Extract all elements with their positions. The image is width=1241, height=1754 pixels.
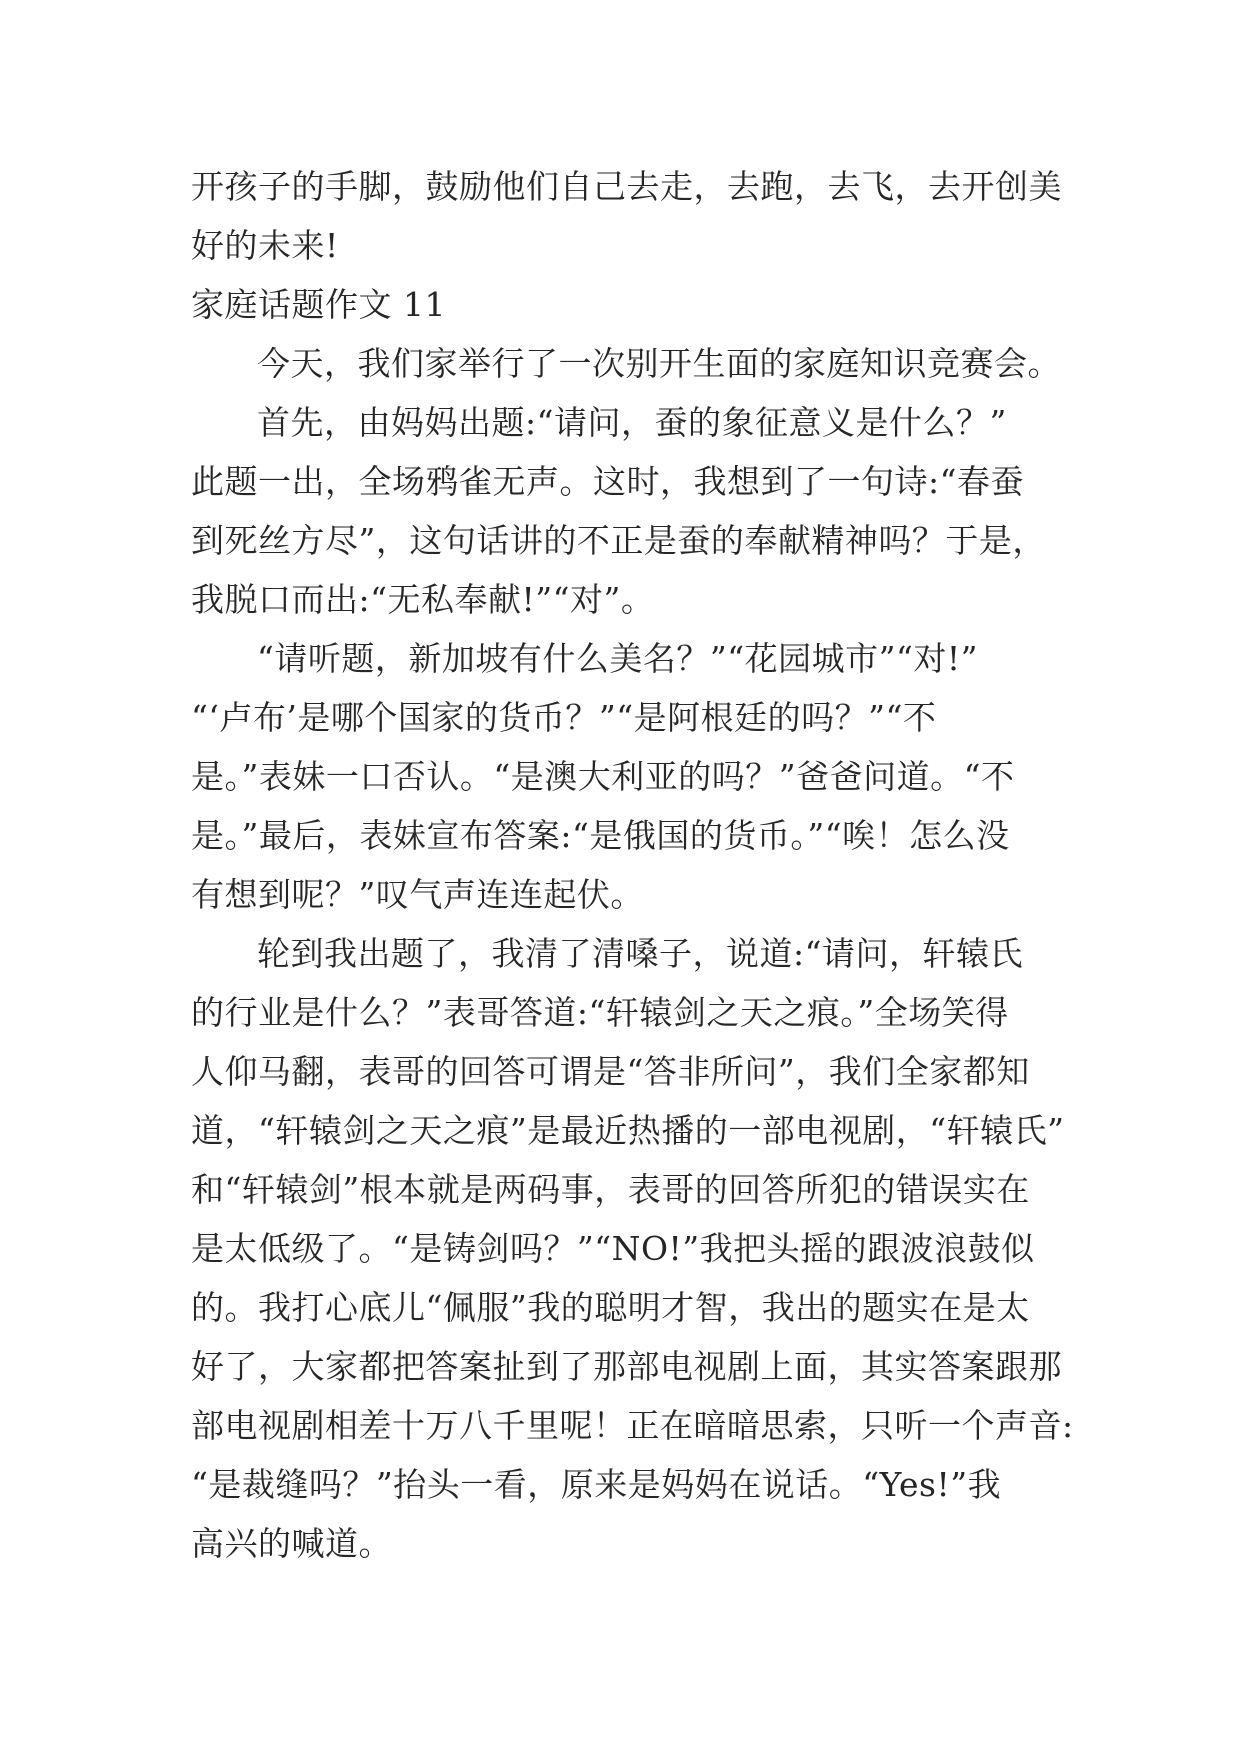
text-line: 有想到呢？”叹气声连连起伏。	[191, 875, 644, 914]
text-line: 今天，我们家举行了一次别开生面的家庭知识竞赛会。	[257, 344, 1061, 383]
text-line: “是裁缝吗？”抬头一看，原来是妈妈在说话。“Yes!”我	[191, 1465, 1002, 1504]
text-line: 轮到我出题了，我清了清嗓子，说道:“请问，轩辕氏	[257, 934, 1023, 973]
text-line: 开孩子的手脚，鼓励他们自己去走，去跑，去飞，去开创美	[191, 167, 1062, 206]
text-line: 我脱口而出:“无私奉献!”“对”。	[191, 580, 655, 619]
text-line: 道，“轩辕剑之天之痕”是最近热播的一部电视剧，“轩辕氏”	[191, 1111, 1065, 1150]
text-line: 的行业是什么？”表哥答道:“轩辕剑之天之痕。”全场笑得	[191, 993, 1009, 1032]
paragraph-1	[191, 334, 1191, 393]
text-line: 是。”最后，表妹宣布答案:“是俄国的货币。”“唉！怎么没	[191, 816, 1010, 855]
text-line: “‘卢布’是哪个国家的货币？”“是阿根廷的吗？”“不	[191, 698, 937, 737]
carryover-paragraph	[191, 157, 1191, 275]
text-line: 到死丝方尽”，这句话讲的不正是蚕的奉献精神吗？于是，	[191, 521, 1046, 560]
text-line: 高兴的喊道。	[191, 1524, 392, 1563]
text-line: 部电视剧相差十万八千里呢！正在暗暗思索，只听一个声音:	[191, 1406, 1074, 1445]
paragraph-2	[191, 393, 1191, 629]
text-line: 是太低级了。“是铸剑吗？”“NO!”我把头摇的跟波浪鼓似	[191, 1229, 1035, 1268]
text-line: “请听题，新加坡有什么美名？”“花园城市”“对!”	[257, 639, 978, 678]
section-heading: 家庭话题作文 11	[191, 285, 446, 324]
paragraph-4	[191, 924, 1191, 1573]
text-line: 和“轩辕剑”根本就是两码事，表哥的回答所犯的错误实在	[191, 1170, 1030, 1209]
document-body	[191, 157, 1191, 1573]
paragraph-3	[191, 629, 1191, 924]
text-line: 是。”表妹一口否认。“是澳大利亚的吗？”爸爸问道。“不	[191, 757, 1015, 796]
text-line: 的。我打心底儿“佩服”我的聪明才智，我出的题实在是太	[191, 1288, 1030, 1327]
text-line: 人仰马翻，表哥的回答可谓是“答非所问”，我们全家都知	[191, 1052, 1030, 1091]
text-line: 好了，大家都把答案扯到了那部电视剧上面，其实答案跟那	[191, 1347, 1062, 1386]
text-line: 好的未来!	[191, 226, 339, 265]
text-line: 首先，由妈妈出题:“请问，蚕的象征意义是什么？”	[257, 403, 1007, 442]
text-line: 此题一出，全场鸦雀无声。这时，我想到了一句诗:“春蚕	[191, 462, 1024, 501]
